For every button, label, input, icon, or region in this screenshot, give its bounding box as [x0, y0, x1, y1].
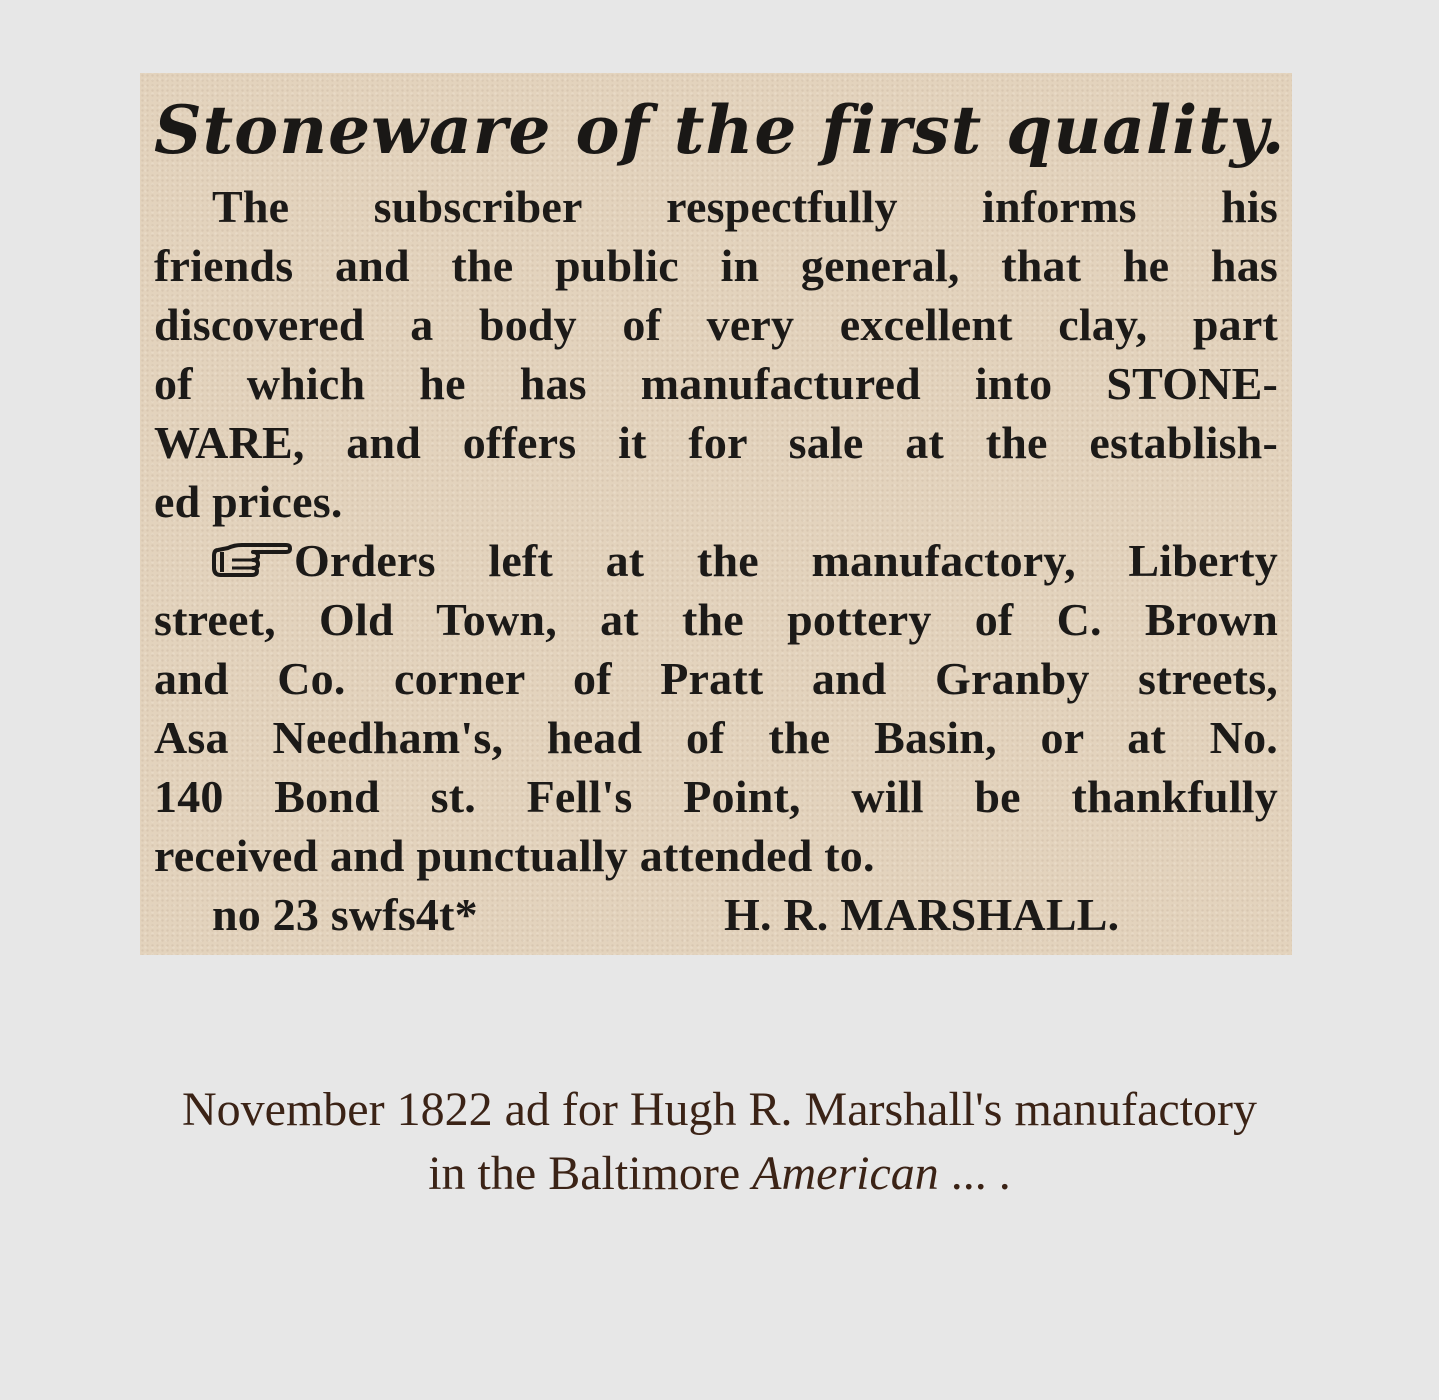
ad-text-line: of which he has manufactured into STONE- — [154, 358, 1278, 409]
ad-paragraph-1 — [154, 177, 1278, 531]
caption-line-1: November 1822 ad for Hugh R. Marshall's manufactory — [181, 1083, 1258, 1136]
caption-line-2 — [0, 1142, 1439, 1206]
ad-text-line: discovered a body of very excellent clay, part — [154, 299, 1278, 350]
caption-line-2-suffix: ... . — [938, 1147, 1011, 1200]
ad-headline: Stoneware of the first quality. — [154, 91, 1286, 169]
newspaper-clipping — [140, 73, 1292, 955]
caption-line-2-prefix: in the Baltimore — [428, 1147, 753, 1200]
ad-text-line: The subscriber respectfully informs his — [212, 181, 1278, 232]
ad-paragraph-2 — [154, 531, 1278, 944]
ad-signature-line — [154, 885, 1278, 944]
ad-text-line: ed prices. — [154, 476, 343, 527]
ad-text-line: and Co. corner of Pratt and Granby streets, — [154, 653, 1278, 704]
image-caption — [0, 1078, 1439, 1206]
ad-text-line: received and punctually attended to. — [154, 830, 875, 881]
ad-signature: H. R. MARSHALL. — [724, 889, 1120, 940]
ad-text-line: Asa Needham's, head of the Basin, or at No. — [154, 712, 1278, 763]
pointing-hand-icon — [212, 538, 292, 580]
ad-reference-code: no 23 swfs4t* — [212, 889, 478, 940]
caption-newspaper-title: American — [752, 1147, 939, 1200]
ad-text-line: 140 Bond st. Fell's Point, will be thankfully — [154, 771, 1278, 822]
ad-text-fragment: Orders left at the manufactory, Liberty — [294, 535, 1278, 586]
ad-text-line: street, Old Town, at the pottery of C. Brown — [154, 594, 1278, 645]
ad-text-line: WARE, and offers it for sale at the establish- — [154, 417, 1278, 468]
ad-text-line-with-hand — [154, 531, 1278, 590]
ad-text-line: friends and the public in general, that he has — [154, 240, 1278, 291]
